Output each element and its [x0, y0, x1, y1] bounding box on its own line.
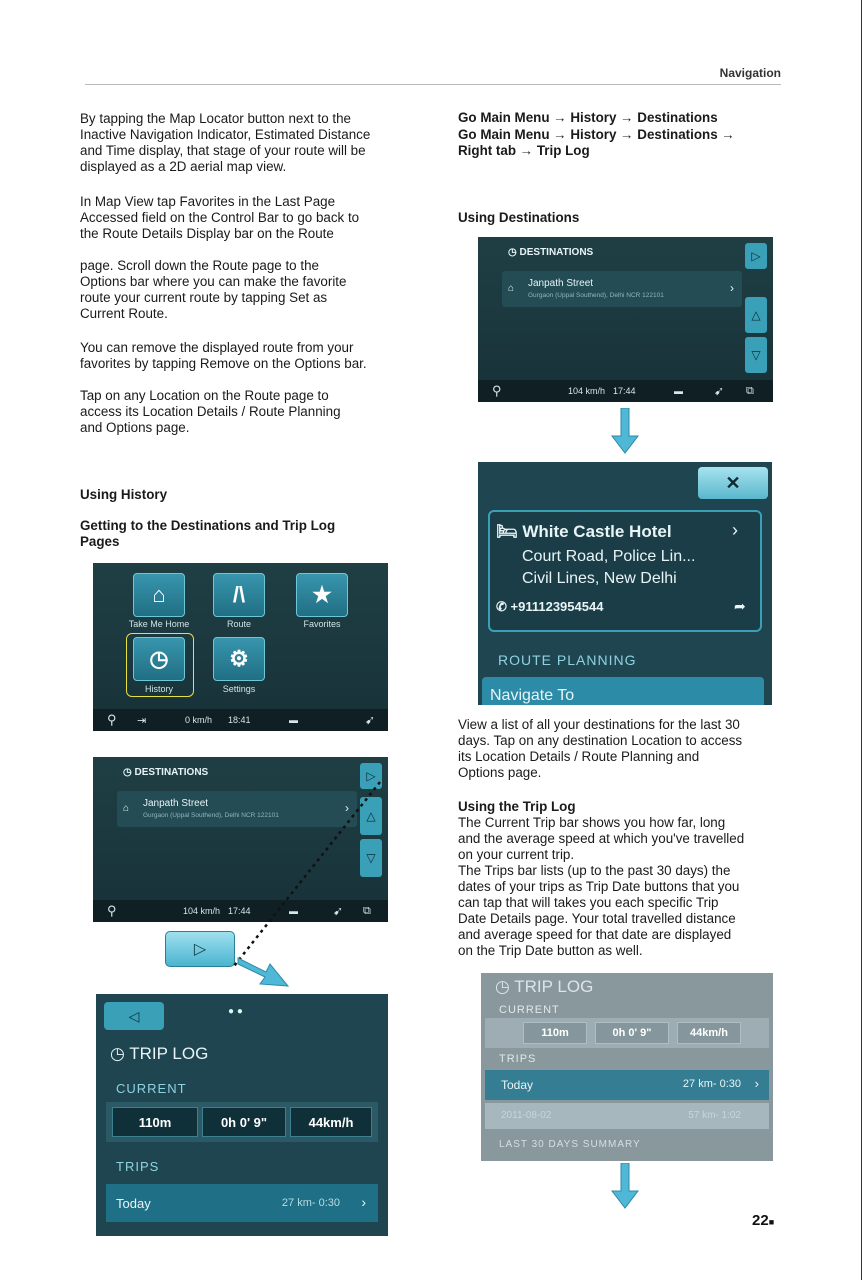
compass-icon[interactable]: ➹	[714, 384, 725, 398]
menu-label-settings: Settings	[222, 684, 256, 694]
location-details-screenshot	[478, 462, 772, 705]
faded-duration: 0h 0' 9"	[595, 1022, 669, 1044]
back-button[interactable]: ◁	[104, 1002, 164, 1030]
destination-address: Gurgaon (Uppal Southend), Delhi NCR 122101	[528, 292, 664, 299]
window-icon[interactable]: ⧉	[746, 384, 754, 397]
compass-icon[interactable]: ➹	[365, 713, 376, 727]
destinations-screenshot-right	[478, 237, 773, 402]
control-bar	[478, 380, 773, 402]
speed-readout: 104 km/h	[183, 906, 221, 916]
details-chevron-icon[interactable]: ›	[345, 801, 349, 815]
faded-trips-label: TRIPS	[499, 1053, 537, 1065]
phone-number[interactable]: ✆ +911123954544	[496, 599, 604, 614]
nav-path-trip-log: Go Main Menu → History → Destinations → Right tab → Trip Log	[458, 127, 735, 158]
page-number: 22■	[752, 1212, 775, 1229]
gear-icon[interactable]: ⚙	[213, 637, 265, 681]
trip-date-button-today[interactable]	[106, 1184, 378, 1222]
trip-average-speed: 44km/h	[290, 1107, 372, 1137]
scroll-up-button[interactable]: △	[745, 297, 767, 333]
trip-date-value: 27 km- 0:30	[682, 1078, 741, 1090]
trip-date-value: 57 km- 1:02	[688, 1110, 741, 1121]
search-icon[interactable]: ⚲	[107, 903, 117, 918]
route-planning-label: ROUTE PLANNING	[498, 652, 637, 668]
heading-using-destinations: Using Destinations	[458, 210, 580, 225]
battery-icon: ▬	[289, 906, 298, 916]
destinations-title: ◷ DESTINATIONS	[508, 247, 594, 258]
flow-arrow-icon	[236, 950, 291, 990]
menu-label-route: Route	[226, 619, 252, 629]
current-label: CURRENT	[116, 1081, 187, 1096]
faded-current-bar	[485, 1018, 769, 1048]
speed-readout: 104 km/h	[568, 386, 606, 396]
scroll-down-button[interactable]: ▽	[360, 839, 382, 877]
faded-summary-label: LAST 30 DAYS SUMMARY	[499, 1139, 641, 1150]
menu-label-favorites: Favorites	[303, 619, 341, 629]
faded-title: ◷ TRIP LOG	[495, 977, 594, 996]
search-icon[interactable]: ⚲	[492, 383, 502, 398]
trip-log-screenshot-faded	[481, 973, 773, 1161]
heading-getting-to-pages: Getting to the Destinations and Trip Log Pages	[80, 518, 336, 549]
hotel-name: 🛏 White Castle Hotel	[496, 522, 672, 541]
scroll-down-button[interactable]: ▽	[745, 337, 767, 373]
main-menu-screenshot	[93, 563, 388, 731]
destination-name: Janpath Street	[143, 798, 209, 809]
window-icon[interactable]: ⧉	[363, 904, 371, 917]
exit-icon[interactable]: ⇥	[137, 714, 147, 727]
section-header: Navigation	[719, 66, 781, 80]
details-chevron-icon[interactable]: ›	[732, 520, 738, 540]
trip-date-label: 2011-08-02	[501, 1110, 552, 1121]
right-border	[861, 0, 862, 1280]
down-arrow-icon	[611, 408, 639, 454]
page-dots: ● ●	[228, 1006, 243, 1017]
heading-using-trip-log: Using the Trip Log	[458, 799, 576, 814]
heading-using-history: Using History	[80, 487, 168, 502]
route-icon[interactable]: /\	[213, 573, 265, 617]
menu-label-history: History	[144, 684, 173, 694]
right-tab-button[interactable]: ▷	[360, 763, 382, 789]
trip-duration: 0h 0' 9"	[202, 1107, 286, 1137]
scroll-up-button[interactable]: △	[360, 797, 382, 835]
trip-date-button-2[interactable]	[485, 1103, 769, 1129]
trip-date-label: Today	[116, 1196, 151, 1211]
current-trip-bar	[106, 1102, 378, 1142]
share-icon[interactable]: ➦	[734, 598, 746, 614]
trip-date-label: Today	[501, 1078, 534, 1092]
right-tab-button[interactable]: ▷	[745, 243, 767, 269]
trip-date-value: 27 km- 0:30	[281, 1197, 340, 1209]
header-rule	[85, 84, 781, 85]
trip-chevron-icon: ›	[754, 1076, 759, 1091]
destination-address: Gurgaon (Uppal Southend), Delhi NCR 122101	[143, 812, 279, 819]
time-readout: 18:41	[228, 715, 251, 725]
faded-speed: 44km/h	[677, 1022, 741, 1044]
enlarged-right-tab-button: ▷	[165, 931, 235, 967]
address-line-2: Civil Lines, New Delhi	[522, 570, 677, 587]
menu-label-home: Take Me Home	[128, 619, 190, 629]
search-icon[interactable]: ⚲	[107, 712, 117, 727]
trips-label: TRIPS	[116, 1159, 160, 1174]
address-line-1: Court Road, Police Lin...	[522, 548, 696, 565]
destination-name: Janpath Street	[528, 278, 594, 289]
battery-icon: ▬	[289, 715, 298, 725]
clock-icon[interactable]: ◷	[133, 637, 185, 681]
control-bar	[93, 709, 388, 731]
details-chevron-icon[interactable]: ›	[730, 281, 734, 295]
close-button[interactable]: ✕	[698, 467, 768, 499]
house-icon: ⌂	[508, 283, 515, 294]
compass-icon[interactable]: ➹	[333, 904, 344, 918]
battery-icon: ▬	[674, 386, 683, 396]
home-icon[interactable]: ⌂	[133, 573, 185, 617]
paragraph-map-locator: By tapping the Map Locator button next to the Inactive Navigation Indicator, Estimated Distance and Time display, that stage of your route will be displayed as a 2D aerial map view.	[80, 111, 371, 174]
nav-path-destinations: Go Main Menu → History → Destinations	[458, 110, 718, 125]
destination-item[interactable]	[502, 271, 742, 307]
paragraph-trip-log: The Current Trip bar shows you how far, long and the average speed at which you've travelled on your current trip. The Trips bar lists (up to the past 30 days) the dates of your trips as Trip Date buttons that you can tap that will takes you each specific Trip Date Details page. Your total travelled distance and average speed for that date are displayed on the Trip Date button as well.	[458, 815, 745, 958]
time-readout: 17:44	[228, 906, 251, 916]
time-readout: 17:44	[613, 386, 636, 396]
paragraph-location: Tap on any Location on the Route page to access its Location Details / Route Planning and Options page.	[80, 388, 341, 435]
navigate-to-button[interactable]: Navigate To	[482, 677, 764, 705]
faded-current-label: CURRENT	[499, 1004, 560, 1016]
paragraph-favorites: In Map View tap Favorites in the Last Page Accessed field on the Control Bar to go back to the Route Details Display bar on the Route	[80, 194, 360, 241]
trip-date-button-today[interactable]	[485, 1070, 769, 1100]
speed-readout: 0 km/h	[185, 715, 213, 725]
trip-log-screenshot	[96, 994, 388, 1236]
destinations-title: ◷ DESTINATIONS	[123, 767, 209, 778]
faded-distance: 110m	[523, 1022, 587, 1044]
paragraph-remove: You can remove the displayed route from your favorites by tapping Remove on the Options bar.	[80, 340, 367, 371]
house-icon: ⌂	[123, 803, 130, 814]
paragraph-destinations: View a list of all your destinations for the last 30 days. Tap on any destination Location to access its Location Details / Route Planning and Options page.	[458, 717, 743, 780]
star-icon[interactable]: ★	[296, 573, 348, 617]
down-arrow-icon	[611, 1163, 639, 1209]
trip-chevron-icon: ›	[361, 1194, 366, 1210]
trip-log-title: ◷ TRIP LOG	[110, 1044, 209, 1063]
trip-distance: 110m	[112, 1107, 198, 1137]
paragraph-route-page: page. Scroll down the Route page to the Options bar where you can make the favorite route your current route by tapping Set as Current Route.	[80, 258, 347, 321]
callout-dotted-line	[230, 770, 390, 970]
